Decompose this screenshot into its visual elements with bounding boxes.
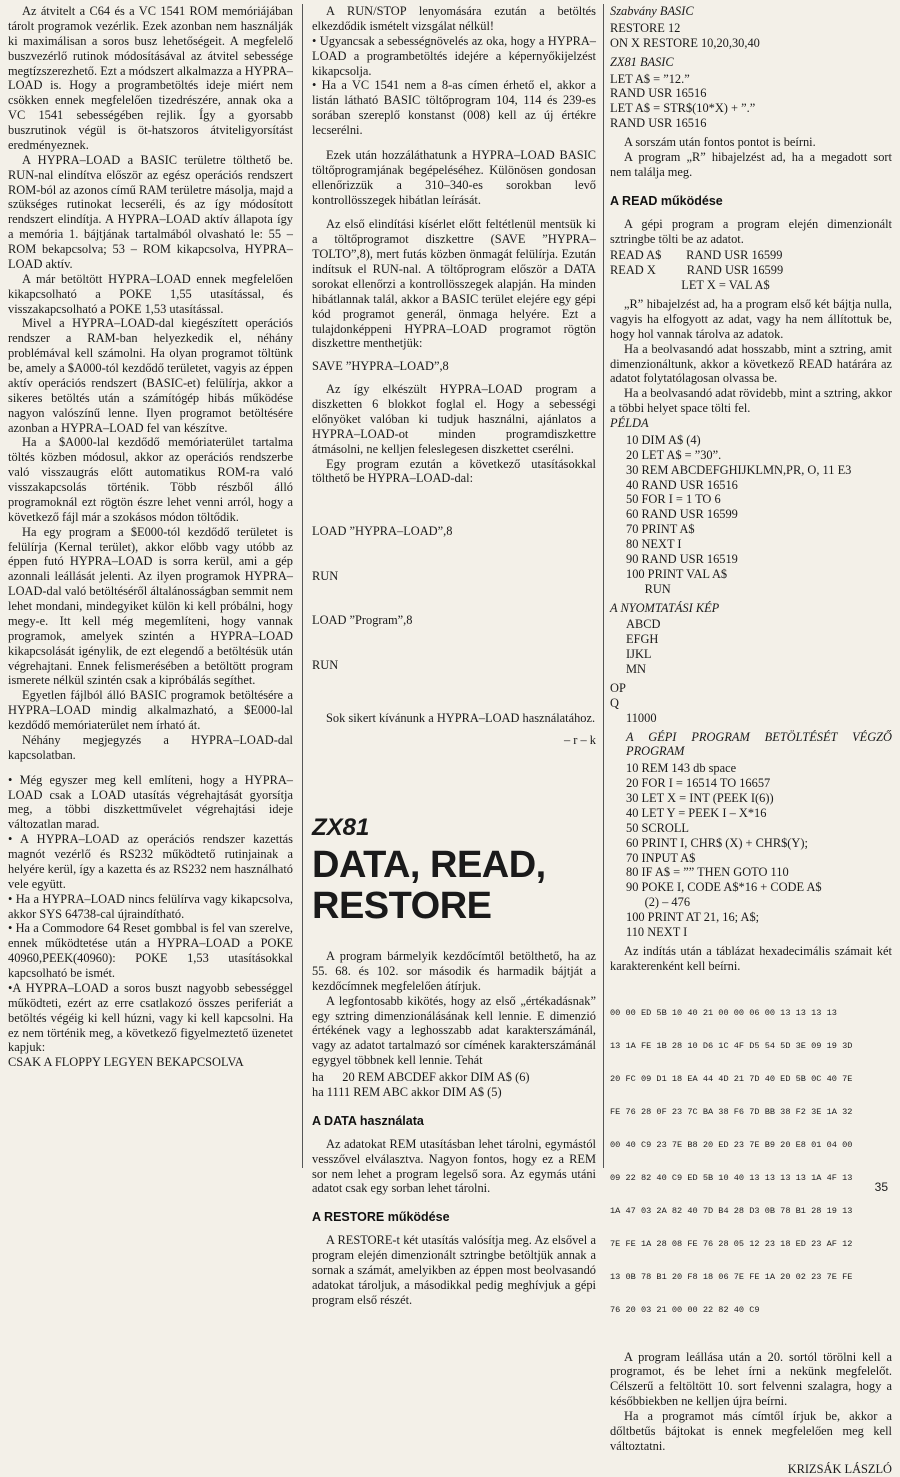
hex-row: 76 20 03 21 00 00 22 82 40 C9 — [610, 1304, 760, 1315]
code-line: LOAD ”Program”,8 — [312, 613, 413, 628]
paragraph: Mivel a HYPRA–LOAD-dal kiegészített operációs rendszer a RAM-ban helyezkedik el, néhány problémával kell számolni. Ha olyan programot töltünk be, amely a $A000-tól kezdődő területet, vagyis az éppen aktív operációs rendszert (BASIC-et) felülírja, akkor a sikeres betöltés után a számítógép hibás működése nagyon valószínű lenne. Ilyen programot betöltésére azonban a HYPRA–LOAD fel van készítve. — [8, 316, 293, 435]
paragraph: Az így elkészült HYPRA–LOAD program a diszketten 6 blokkot foglal el. Hogy a sebességi előnyöket valóban ki tudjuk használni, ajánlatos a HYPRA–LOAD-ot minden programdiszkettre átmásolni, ne kelljen feleslegesen diszkettet cserélni. — [312, 382, 596, 456]
code-line: READ X RAND USR 16599 — [610, 263, 784, 278]
column-rule — [603, 4, 604, 1168]
paragraph: Egyetlen fájlból álló BASIC programok betöltésére a HYPRA–LOAD mindig alkalmazható, a $E000-lal kezdődő memóriaterület nem írható át. — [8, 688, 293, 732]
hex-row: 1A 47 03 2A 82 40 7D B4 28 D3 0B 78 B1 28 19 13 — [610, 1205, 853, 1216]
section-heading: A READ működése — [610, 193, 723, 208]
code-line: 10 DIM A$ (4) — [626, 432, 701, 447]
hex-table — [610, 986, 892, 1338]
code-line: 40 LET Y = PEEK I – X*16 — [626, 805, 767, 820]
print-output — [610, 617, 892, 677]
code-line: 30 REM ABCDEFGHIJKLMN,PR, O, 11 E3 — [626, 462, 852, 477]
output-line: IJKL — [626, 647, 652, 662]
output-line: ABCD — [626, 617, 661, 632]
output-line: EFGH — [626, 632, 659, 647]
code-listing — [610, 433, 892, 597]
example-lines — [312, 1070, 596, 1100]
hex-row: 09 22 82 40 C9 ED 5B 10 40 13 13 13 13 1A 4F 13 — [610, 1172, 853, 1183]
code-line: 20 LET A$ = ”30”. — [626, 447, 722, 462]
paragraph: A HYPRA–LOAD a BASIC területre tölthető be. RUN-nal elindítva először az egész operációs rendszert ROM-ból az azonos című RAM területre másolja, majd a szükséges rutinokat lecseréli, és az így módosított rendszert elindítja. A HYPRA–LOAD aktív állapota így a memória 1. bájtjának tartalmából olvasható le: 55 – ROM bekapcsolva; 53 – ROM kikapcsolva, HYPRA–LOAD aktív. — [8, 152, 293, 271]
article-headline — [312, 845, 596, 927]
bullet-item: • Még egyszer meg kell említeni, hogy a HYPRA–LOAD csak a LOAD utasítás végrehajtását gyorsítja meg, a többi diszkettművelet végrehajtási ideje változatlan marad. — [8, 772, 293, 832]
page-number: 35 — [874, 1179, 888, 1194]
paragraph: A program leállása után a 20. sortól törölni kell a programot, és be lehet írni a nekünk megfelelőt. Célszerű a feltöltött 10. sort felvenni szalagra, hogy a későbbiekben ne kelljen újra beírni. — [610, 1349, 892, 1409]
paragraph: A már betöltött HYPRA–LOAD ennek megfelelően kikapcsolható a POKE 1,55 utasítással, és visszakapcsolható a POKE 1,53 utasítással. — [8, 271, 293, 316]
paragraph: Ezek után hozzáláthatunk a HYPRA–LOAD BASIC töltőprogramjának begépeléséhez. Különösen gondosan ellenőrizzük a 310–340-es sorokban levő kontrollösszegek hibátlan leírását. — [312, 147, 596, 207]
code-line: 90 RAND USR 16519 — [626, 551, 738, 566]
hex-row: 7E FE 1A 28 08 FE 76 28 05 12 23 18 ED 23 AF 12 — [610, 1238, 853, 1249]
paragraph: A program „R” hibajelzést ad, ha a megadott sort nem találja meg. — [610, 149, 892, 179]
paragraph: Ha a programot más címtől írjuk be, akkor a dőltbetűs bájtokat is ennek megfelelően meg kell változtatni. — [610, 1409, 892, 1453]
code-line: 30 LET X = INT (PEEK I(6)) — [626, 791, 774, 805]
paragraph: Néhány megjegyzés a HYPRA–LOAD-dal kapcsolatban. — [8, 732, 293, 762]
paragraph: Ha a $A000-lal kezdődő memóriaterület tartalma töltés közben módosul, akkor az operációs rendszerbe való visszaugrás előtt automatikus ROM-ra való visszakapcsolás történik. Több részből álló programoknál ezt rögtön észre lehet venni arról, hogy a következő fájl már a szokásos módon töltődik. — [8, 435, 293, 524]
code-line: 100 PRINT AT 21, 16; A$; — [626, 910, 760, 924]
section-heading: A RESTORE működése — [312, 1210, 450, 1225]
column-1 — [8, 4, 293, 1170]
load-commands — [312, 494, 596, 702]
code-line: 40 RAND USR 16516 — [626, 477, 738, 492]
column-2 — [312, 4, 596, 1307]
code-line: ha 20 REM ABCDEF akkor DIM A$ (6) — [312, 1070, 530, 1085]
paragraph: A sorszám után fontos pontot is beírni. — [624, 135, 816, 149]
code-listing — [610, 72, 892, 132]
bullet-item: • Ha a HYPRA–LOAD nincs felülírva vagy kikapcsolva, akkor SYS 64738-cal újraindítható. — [8, 891, 293, 921]
paragraph: A RUN/STOP lenyomására ezután a betöltés elkezdődik ismételt vizsgálat nélkül! — [312, 4, 596, 33]
code-line: 110 NEXT I — [626, 924, 688, 939]
code-line: 70 PRINT A$ — [626, 522, 695, 537]
code-listing — [610, 21, 892, 51]
code-line: 80 NEXT I — [626, 537, 682, 551]
signoff: – r – k — [563, 733, 596, 748]
code-line: 90 POKE I, CODE A$*16 + CODE A$ — [626, 880, 822, 895]
code-line: 60 PRINT I, CHR$ (X) + CHR$(Y); — [626, 835, 808, 850]
code-line: LET A$ = ”12.” — [610, 71, 690, 86]
output-line: 11000 — [626, 710, 657, 725]
bullet-item: •A HYPRA–LOAD a soros buszt nagyobb sebességgel működteti, ezért az erre csatlakozó összes periferiát a betöltés végéig ki kell húzni, vagy ki kell kapcsolni. Ha ez nem történik meg, a következő figyelmeztető üzenetet kapjuk: — [8, 980, 293, 1055]
listing-label: ZX81 BASIC — [610, 54, 674, 69]
paragraph: Ha a beolvasandó adat hosszabb, mint a sztring, amit dimenzionáltunk, akkor a következő READ határára az adatot folytatólagosan olvassa be. — [610, 341, 892, 386]
code-line: RESTORE 12 — [610, 20, 681, 35]
listing-label: A GÉPI PROGRAM BETÖLTÉSÉT VÉGZŐ PROGRAM — [626, 729, 892, 759]
hex-row: 00 40 C9 23 7E B8 20 ED 23 7E B9 20 E8 01 04 00 — [610, 1139, 853, 1150]
code-line: 10 REM 143 db space — [626, 761, 737, 776]
paragraph: „R” hibajelzést ad, ha a program első két bájtja nulla, vagyis ha elfogyott az adat, vagy ha nem állítottuk be, hogy hol vannak tárolva az adatok. — [610, 297, 892, 341]
paragraph: A RESTORE-t két utasítás valósítja meg. Az elsővel a program elején dimenzionált sztringbe betöltjük annak a sornak a számát, amelyikben az éppen most beolvasandó adatokat tároljuk, a másodikkal pedig meghívjuk a gépi program első részét. — [312, 1233, 596, 1307]
output-line: MN — [626, 662, 646, 676]
code-line: RAND USR 16516 — [610, 86, 707, 101]
bullet-item: • Ha a Commodore 64 Reset gombbal is fel van szerelve, ennek működtetése után a HYPRA–LOAD a POKE 40960,PEEK(40960): POKE 1,53 utasításokkal kapcsolható be ismét. — [8, 921, 293, 980]
code-line: 80 IF A$ = ”” THEN GOTO 110 — [626, 865, 789, 880]
paragraph: Egy program ezután a következő utasításokkal tölthető be HYPRA–LOAD-dal: — [312, 456, 596, 486]
section-heading: A DATA használata — [312, 1113, 424, 1128]
code-line: LOAD ”HYPRA–LOAD”,8 — [312, 524, 453, 538]
paragraph: Sok sikert kívánunk a HYPRA–LOAD használatához. — [326, 710, 596, 725]
hex-row: 00 00 ED 5B 10 40 21 00 00 06 00 13 13 13 13 — [610, 1007, 837, 1018]
bullet-item: • Ugyancsak a sebességnövelés az oka, hogy a HYPRA–LOAD a programbetöltés idejére a képernyőkijelzést kikapcsolja. — [312, 33, 596, 78]
code-line: ON X RESTORE 10,20,30,40 — [610, 35, 760, 50]
author-name: KRIZSÁK LÁSZLÓ — [787, 1461, 892, 1476]
hex-row: 20 FC 09 D1 18 EA 44 4D 21 7D 40 ED 5B 0C 40 7E — [610, 1073, 853, 1084]
code-line: 20 FOR I = 16514 TO 16657 — [626, 776, 771, 791]
paragraph: A program bármelyik kezdőcímtől betölthető, ha az 55. 68. és 102. sor második és harmadik bájtját a kezdőcímnek megfelelően átírjuk. — [312, 949, 596, 993]
paragraph: Az indítás után a táblázat hexadecimális számait két karakterenként kell beírni. — [610, 943, 892, 973]
listing-label: PÉLDA — [610, 416, 649, 430]
code-line: 70 INPUT A$ — [626, 850, 696, 865]
hex-row: 13 0B 78 B1 20 F8 18 06 7E FE 1A 20 02 23 7E FE — [610, 1271, 853, 1282]
code-line: RUN — [312, 657, 339, 672]
paragraph: A legfontosabb kikötés, hogy az első „értékadásnak” egy sztring dimenzionálásának kell lennie. E dimenzió értékének vagy a leghosszabb adat karakterszámánál, vagy az adatot tartalmazó sor címének karakterszámánál egygyel többnek kell lennie. Tehát — [312, 993, 596, 1068]
listing-label: A NYOMTATÁSI KÉP — [610, 600, 720, 615]
code-line: 60 RAND USR 16599 — [626, 507, 738, 522]
code-line: RAND USR 16516 — [610, 116, 707, 131]
paragraph: Az átvitelt a C64 és a VC 1541 ROM memóriájában tárolt programok vezérlik. Ezek azonban nem használják ki maximálisan a soros busz lehetőségeit. A megfelelő buszvezérlő rutinok módosításával az átvitel sebessége megtízszerezhető. Ezt a módszert alkalmazza a HYPRA–LOAD is. Hogy a programbetöltés ideje miért nem csökken ennek megfelelően tizedrészére, annak oka a VC 1541 sebességében rejlik. Így a gyorsabb buszrutinok végül is öt-hatszoros átviteligyorsítást eredményeznek. — [8, 4, 293, 152]
code-line: LET X = VAL A$ — [610, 278, 770, 293]
code-line: (2) – 476 — [626, 895, 691, 910]
code-line: 100 PRINT VAL A$ — [626, 566, 728, 581]
code-line: READ A$ RAND USR 16599 — [610, 248, 783, 263]
code-line: RUN — [312, 568, 339, 583]
code-line: 50 SCROLL — [626, 820, 689, 835]
column-rule — [302, 4, 303, 1168]
hex-row: 13 1A FE 1B 28 10 D6 1C 4F D5 54 5D 3E 09 19 3D — [610, 1040, 853, 1051]
paragraph: Ha egy program a $E000-tól kezdődő területet is felülírja (Kernal terület), akkor előbb vagy utóbb az éppen futó HYPRA–LOAD is sorra kerül, ami a gép azonnali leállását jelenti. Az ilyen programok HYPRA–LOAD-dal való betöltéséről általánosságban semmit nem lehet mondani, mindegyiket külön ki kell próbálni, hogy megy-e. Itt kell még megemlíteni, hogy vannak programok, amelyek szintén a HYPRA–LOAD kikapcsolását igénylik, de ezt elegendő a betöltésük után végrehajtani. Ennek felismerésében a betöltött program ismerete nélkül szintén csak a kipróbálás segíthet. — [8, 524, 293, 688]
code-line: LET A$ = STR$(10*X) + ”.” — [610, 101, 756, 116]
output-line: OP — [610, 680, 626, 695]
paragraph: Az adatokat REM utasításban lehet tárolni, egymástól vesszővel elválasztva. Nagyon fontos, hogy ez a REM sor nem lehet a program legelső sora. Az egymás utáni adatot csak egy sorban lehet tárolni. — [312, 1136, 596, 1196]
bullet-item: • Ha a VC 1541 nem a 8-as címen érhető el, akkor a listán látható BASIC töltőprogram 104, 114 és 239-es sorában szereplő konstanst (008) kell az új értékre lecserélni. — [312, 78, 596, 137]
code-line: RUN — [626, 581, 671, 596]
warning-message: CSAK A FLOPPY LEGYEN BEKAPCSOLVA — [8, 1055, 244, 1070]
code-listing — [610, 248, 892, 293]
print-output — [610, 681, 892, 726]
headline-line: RESTORE — [312, 885, 492, 928]
code-line: ha 1111 REM ABC akkor DIM A$ (5) — [312, 1084, 502, 1099]
bullet-item: • A HYPRA–LOAD az operációs rendszer kazettás magnót vezérlő és RS232 működtető rutinjainak a helyére kerül, így a kazetta és az RS232 nem használható vele együtt. — [8, 832, 293, 891]
hex-row: FE 76 28 0F 23 7C BA 38 F6 7D BB 38 F2 3E 1A 32 — [610, 1106, 853, 1117]
output-line: Q — [610, 695, 619, 710]
article-kicker: ZX81 — [312, 814, 370, 842]
paragraph: Az első elindítási kísérlet előtt feltétlenül mentsük ki a töltőprogramot diszkettre (SAVE ”HYPRA–TOLTO”,8), mert futás közben önmagát felülírja. Ezután indítsuk el RUN-nal. A töltőprogram először a DATA sorokat ellenőrzi a kontrollösszegek alapján. Ha minden hibátlannak talál, akkor a BASIC terület elejére egy gépi kód programot generál, önmaga helyére. Ezt a tulajdonképpeni HYPRA–LOAD programot rögtön diszkettre menthetjük: — [312, 217, 596, 351]
code-listing — [610, 761, 892, 940]
save-command: SAVE ”HYPRA–LOAD”,8 — [312, 359, 449, 374]
code-line: 50 FOR I = 1 TO 6 — [626, 492, 721, 507]
paragraph: Ha a beolvasandó adat rövidebb, mint a sztring, akkor a többi helyet space tölti fel. — [610, 386, 892, 416]
paragraph: A gépi program a program elején dimenzionált sztringbe tölti be az adatot. — [610, 216, 892, 246]
headline-line: DATA, READ, — [312, 844, 546, 887]
listing-label: Szabvány BASIC — [610, 4, 694, 18]
